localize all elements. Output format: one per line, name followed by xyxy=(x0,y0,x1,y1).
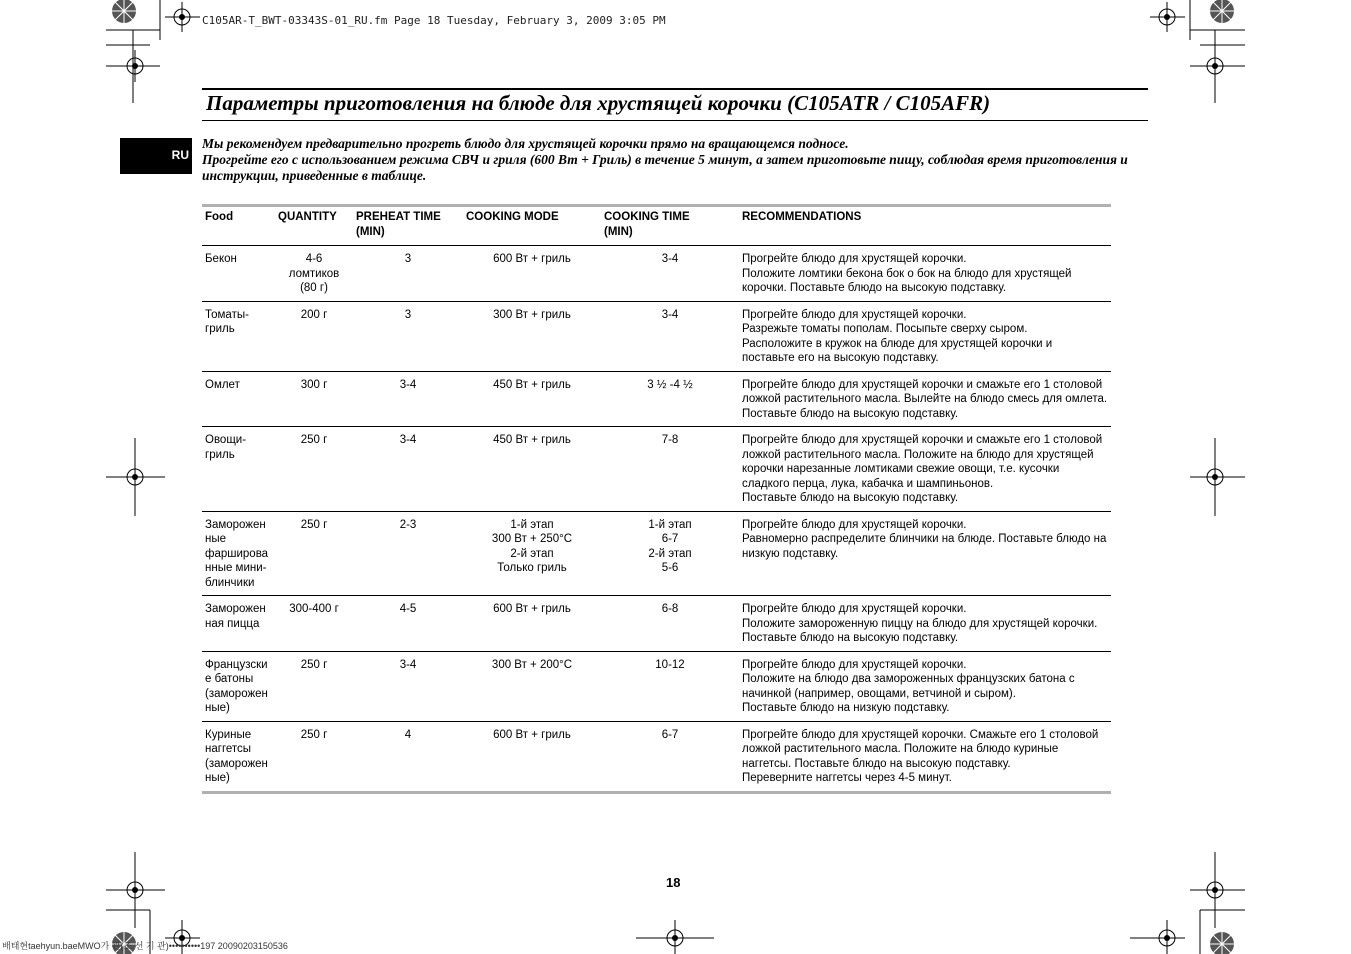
cell-time: 3-4 xyxy=(661,308,679,321)
cell-mode: 300 Вт + 200°C xyxy=(491,658,573,671)
title-rule-bottom xyxy=(202,120,1148,121)
cell-quantity: 300-400 г xyxy=(289,603,339,615)
table-row xyxy=(202,427,1111,512)
cell-recommendation: Прогрейте блюдо для хрустящей корочки. Положите замороженную пиццу на блюдо для хрустящей корочки. Поставьте блюдо на высокую подставку. xyxy=(742,603,1098,644)
title-rule-top xyxy=(202,88,1148,90)
cell-preheat: 3-4 xyxy=(399,378,417,391)
header-quantity: QUANTITY xyxy=(278,211,337,223)
cell-food: Заморожен ная пицца xyxy=(205,603,266,630)
intro-line-1: Мы рекомендуем предварительно прогреть блюдо для хрустящей корочки прямо на вращающемся подносе. xyxy=(202,136,849,151)
cell-recommendation: Прогрейте блюдо для хрустящей корочки и смажьте его 1 столовой ложкой растительного масла. Положите на блюдо для хрустящей корочки нарезанные ломтиками свежие овощи, т.е. кусочки сладкого перца, лука, кабачка и шампиньонов. Поставьте блюдо на высокую подставку. xyxy=(742,434,1103,504)
cell-time: 7-8 xyxy=(661,434,679,446)
header-cooking-time: COOKING TIME (MIN) xyxy=(604,211,690,238)
cell-food: Куриные наггетсы (заморожен ные) xyxy=(205,728,268,784)
table-row xyxy=(202,511,1111,596)
cell-food: Французски е батоны (заморожен ные) xyxy=(205,658,268,714)
cell-quantity: 200 г xyxy=(300,308,328,321)
intro-line-2: Прогрейте его с использованием режима СВЧ и гриля (600 Вт + Гриль) в течение 5 минут, а затем приготовьте пищу, соблюдая время приготовления и инструкции, приведенные в таблице. xyxy=(202,152,1128,183)
footer-note: 배태현taehyun.baeMWO가 관(조 선 기 관)••••••••••197 20090203150536 xyxy=(2,941,288,951)
cell-time: 3-4 xyxy=(661,253,679,265)
cell-time: 3 ½ -4 ½ xyxy=(647,378,693,391)
cell-recommendation: Прогрейте блюдо для хрустящей корочки. Разрежьте томаты пополам. Посыпьте сверху сыром. Расположите в кружок на блюде для хрустящей корочки и поставьте его на высокую подставку. xyxy=(742,308,1053,364)
cell-recommendation: Прогрейте блюдо для хрустящей корочки. Смажьте его 1 столовой ложкой растительного масла. Положите на блюдо куриные наггетсы. Поставьте блюдо на высокую подставку. Переверните наггетсы через 4-5 минут. xyxy=(742,728,1099,784)
cell-mode: 600 Вт + гриль xyxy=(493,728,571,741)
header-cooking-mode: COOKING MODE xyxy=(466,211,559,223)
header-food: Food xyxy=(205,211,234,223)
cell-quantity: 300 г xyxy=(300,378,328,391)
cell-mode: 1-й этап 300 Вт + 250°C 2-й этап Только гриль xyxy=(491,518,573,574)
cell-preheat: 3-4 xyxy=(399,434,417,446)
language-tab: RU xyxy=(120,138,192,174)
cell-quantity: 250 г xyxy=(300,728,328,741)
cell-recommendation: Прогрейте блюдо для хрустящей корочки и смажьте его 1 столовой ложкой растительного масла. Вылейте на блюдо смесь для омлета. Поставьте блюдо на высокую подставку. xyxy=(742,378,1108,420)
cell-preheat: 3 xyxy=(404,308,412,321)
cell-time: 6-8 xyxy=(661,603,679,615)
cell-quantity: 250 г xyxy=(300,434,328,446)
intro-text xyxy=(202,136,1132,184)
cell-mode: 450 Вт + гриль xyxy=(493,378,571,391)
cooking-table xyxy=(202,204,1111,794)
header-preheat-time: PREHEAT TIME (MIN) xyxy=(356,211,441,238)
cell-recommendation: Прогрейте блюдо для хрустящей корочки. Положите ломтики бекона бок о бок на блюдо для хрустящей корочки. Поставьте блюдо на высокую подставку. xyxy=(742,253,1072,294)
cell-preheat: 3 xyxy=(404,253,412,265)
cell-food: Заморожен ные фарширова нные мини- блинчики xyxy=(205,518,269,589)
cell-preheat: 2-3 xyxy=(399,518,417,531)
cell-preheat: 4-5 xyxy=(399,603,417,615)
page-number: 18 xyxy=(666,875,681,890)
cell-preheat: 4 xyxy=(404,728,412,741)
cell-food: Томаты- гриль xyxy=(205,308,249,335)
page-title: Параметры приготовления на блюде для хрустящей корочки (C105ATR / C105AFR) xyxy=(206,91,991,115)
table-row xyxy=(202,651,1111,721)
cell-food: Омлет xyxy=(205,378,240,391)
cell-recommendation: Прогрейте блюдо для хрустящей корочки. Положите на блюдо два замороженных французских батона с начинкой (например, овощами, ветчиной и сыром). Поставьте блюдо на низкую подставку. xyxy=(742,658,1075,714)
table-row xyxy=(202,246,1111,302)
cell-mode: 600 Вт + гриль xyxy=(493,253,571,265)
table-row xyxy=(202,596,1111,652)
cell-food: Бекон xyxy=(205,253,237,265)
cell-recommendation: Прогрейте блюдо для хрустящей корочки. Равномерно распределите блинчики на блюде. Поставьте блюдо на низкую подставку. xyxy=(742,518,1107,560)
cell-quantity: 250 г xyxy=(300,518,328,531)
cell-quantity: 250 г xyxy=(300,658,328,671)
table-row xyxy=(202,721,1111,792)
table-row xyxy=(202,371,1111,427)
table-header-row xyxy=(202,206,1111,246)
cell-quantity: 4-6 ломтиков (80 г) xyxy=(288,253,340,294)
file-info-header: C105AR-T_BWT-03343S-01_RU.fm Page 18 Tuesday, February 3, 2009 3:05 PM xyxy=(202,14,666,27)
header-recommendations: RECOMMENDATIONS xyxy=(742,211,862,223)
cell-food: Овощи- гриль xyxy=(205,434,247,461)
cell-time: 6-7 xyxy=(661,728,679,741)
cell-preheat: 3-4 xyxy=(399,658,417,671)
cell-time: 10-12 xyxy=(655,658,685,671)
cell-mode: 450 Вт + гриль xyxy=(493,434,571,446)
table-row xyxy=(202,301,1111,371)
cell-mode: 300 Вт + гриль xyxy=(493,308,571,321)
cell-mode: 600 Вт + гриль xyxy=(493,603,571,615)
cell-time: 1-й этап 6-7 2-й этап 5-6 xyxy=(648,518,692,574)
